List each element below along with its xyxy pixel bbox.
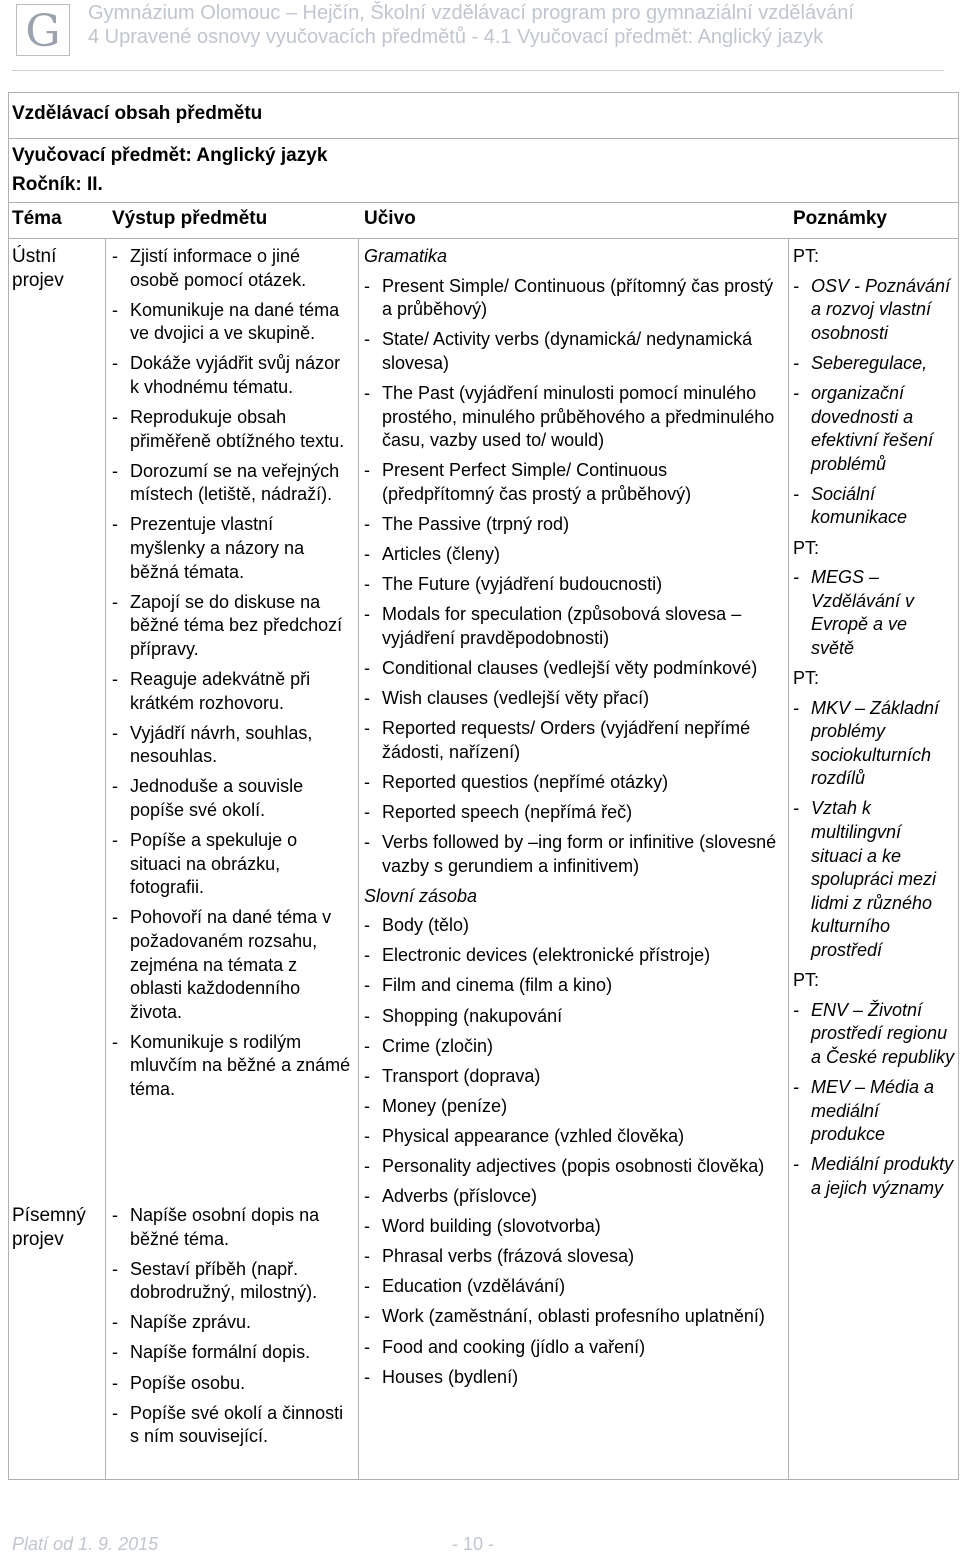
pt-label: PT:	[793, 668, 820, 688]
poznamka-item: - MEV – Média a mediální produkce	[793, 1076, 955, 1147]
poznamka-item: - MEGS – Vzdělávání v Evropě a ve světě	[793, 566, 955, 660]
slovni-zasoba-list	[364, 914, 784, 1389]
tema-ustni: Ústní projev	[12, 246, 64, 291]
pt-label: PT:	[793, 970, 820, 991]
poznamka-item: - ENV – Životní prostředí regionu a České republiky	[793, 999, 955, 1070]
zasoba-item: - Transport (doprava)	[364, 1065, 784, 1089]
pt-label: PT:	[793, 537, 820, 558]
vystup-item: - Komunikuje na dané téma ve dvojici a ve skupině.	[112, 299, 352, 346]
valid-from-text: Platí od 1. 9. 2015	[12, 1534, 159, 1554]
gramatika-item: - Present Simple/ Continuous (přítomný čas prostý a průběhový)	[364, 275, 784, 322]
gramatika-item: - Modals for speculation (způsobová slovesa – vyjádření pravděpodobnosti)	[364, 603, 784, 650]
logo-g-icon	[18, 6, 68, 54]
vystup-ustni	[112, 245, 352, 1108]
gramatika-item: - Reported questios (nepřímé otázky)	[364, 771, 784, 795]
column-separator	[105, 238, 106, 1480]
gramatika-item: - The Past (vyjádření minulosti pomocí minulého prostého, minulého průběhového a předminulého času, vazby used to/ would)	[364, 382, 784, 453]
gramatika-item: - Reported speech (nepřímá řeč)	[364, 801, 784, 825]
col-header-poznamky: Poznámky	[793, 208, 887, 229]
vystup-item: - Dorozumí se na veřejných místech (letiště, nádraží).	[112, 460, 352, 507]
zasoba-item: - Food and cooking (jídlo a vaření)	[364, 1336, 784, 1360]
gramatika-item: - State/ Activity verbs (dynamická/ nedynamická slovesa)	[364, 328, 784, 375]
gramatika-item: - The Future (vyjádření budoucnosti)	[364, 573, 784, 597]
gramatika-item: - Conditional clauses (vedlejší věty podmínkové)	[364, 657, 784, 681]
col-header-vystup: Výstup předmětu	[112, 208, 268, 229]
zasoba-item: - Houses (bydlení)	[364, 1366, 784, 1390]
divider	[8, 202, 959, 203]
vystup-item: - Komunikuje s rodilým mluvčím na běžné a známé téma.	[112, 1031, 352, 1102]
vystup-item: - Reaguje adekvátně při krátkém rozhovoru.	[112, 668, 352, 715]
gramatika-heading: Gramatika	[364, 246, 448, 266]
column-separator	[358, 238, 359, 1480]
svg-text:G: G	[25, 6, 61, 54]
zasoba-item: - Money (peníze)	[364, 1095, 784, 1119]
subject-title: Vyučovací předmět: Anglický jazyk	[12, 145, 328, 166]
school-logo	[16, 4, 70, 56]
vystup-item: - Popíše osobu.	[112, 1372, 352, 1396]
column-separator	[788, 238, 789, 1480]
vystup-item: - Jednoduše a souvisle popíše své okolí.	[112, 775, 352, 822]
gramatika-list	[364, 275, 784, 879]
vystup-item: - Pohovoří na dané téma v požadovaném rozsahu, zejména na témata z oblasti každodenního života.	[112, 906, 352, 1024]
zasoba-item: - Crime (zločin)	[364, 1035, 784, 1059]
gramatika-item: - Wish clauses (vedlejší věty přací)	[364, 687, 784, 711]
vystup-item: - Prezentuje vlastní myšlenky a názory na běžná témata.	[112, 513, 352, 584]
gramatika-item: - Verbs followed by –ing form or infinitive (slovesné vazby s gerundiem a infinitivem)	[364, 831, 784, 878]
vystup-item: - Vyjádří návrh, souhlas, nesouhlas.	[112, 722, 352, 769]
col-header-ucivo: Učivo	[364, 208, 416, 229]
divider	[8, 238, 959, 239]
zasoba-item: - Film and cinema (film a kino)	[364, 974, 784, 998]
poznamka-item: - Mediální produkty a jejich významy	[793, 1153, 955, 1200]
poznamky-cell	[793, 245, 955, 1207]
section-title: Vzdělávací obsah předmětu	[12, 103, 263, 124]
gramatika-item: - Articles (členy)	[364, 543, 784, 567]
poznamka-item: - Sociální komunikace	[793, 483, 955, 530]
zasoba-item: - Electronic devices (elektronické přístroje)	[364, 944, 784, 968]
vystup-item: - Zapojí se do diskuse na běžné téma bez předchozí přípravy.	[112, 591, 352, 662]
tema-pisemny: Písemný projev	[12, 1205, 86, 1250]
pt-label: PT:	[793, 246, 820, 266]
poznamka-item: - OSV - Poznávání a rozvoj vlastní osobnosti	[793, 275, 955, 346]
vystup-item: - Napíše formální dopis.	[112, 1341, 352, 1365]
vystup-item: - Dokáže vyjádřit svůj názor k vhodnému tématu.	[112, 352, 352, 399]
header-line-2: 4 Upravené osnovy vyučovacích předmětů - 4.1 Vyučovací předmět: Anglický jazyk	[88, 26, 824, 48]
vystup-item: - Popíše a spekuluje o situaci na obrázku, fotografii.	[112, 829, 352, 900]
gramatika-item: - Present Perfect Simple/ Continuous (předpřítomný čas prostý a průběhový)	[364, 459, 784, 506]
zasoba-item: - Shopping (nakupování	[364, 1005, 784, 1029]
gramatika-item: - Reported requests/ Orders (vyjádření nepřímé žádosti, nařízení)	[364, 717, 784, 764]
vystup-item: - Zjistí informace o jiné osobě pomocí otázek.	[112, 245, 352, 292]
zasoba-item: - Education (vzdělávání)	[364, 1275, 784, 1299]
vystup-item: - Popíše své okolí a činnosti s ním související.	[112, 1402, 352, 1449]
slovni-zasoba-heading: Slovní zásoba	[364, 885, 478, 906]
zasoba-item: - Adverbs (příslovce)	[364, 1185, 784, 1209]
vystup-item: - Sestaví příběh (např. dobrodružný, milostný).	[112, 1258, 352, 1305]
page-number: - 10 -	[452, 1534, 495, 1554]
header-line-1: Gymnázium Olomouc – Hejčín, Školní vzdělávací program pro gymnaziální vzdělávání	[88, 2, 854, 24]
vystup-item: - Reprodukuje obsah přiměřeně obtížného textu.	[112, 406, 352, 453]
header-divider	[12, 70, 944, 71]
zasoba-item: - Body (tělo)	[364, 914, 784, 938]
ucivo-cell	[364, 245, 784, 1396]
vystup-item: - Napíše osobní dopis na běžné téma.	[112, 1204, 352, 1251]
poznamka-item: - MKV – Základní problémy sociokulturních rozdílů	[793, 697, 955, 791]
divider	[8, 138, 959, 139]
zasoba-item: - Personality adjectives (popis osobnosti člověka)	[364, 1155, 784, 1179]
zasoba-item: - Physical appearance (vzhled člověka)	[364, 1125, 784, 1149]
vystup-item: - Napíše zprávu.	[112, 1311, 352, 1335]
col-header-tema: Téma	[12, 208, 62, 229]
zasoba-item: - Phrasal verbs (frázová slovesa)	[364, 1245, 784, 1269]
poznamka-item: - organizační dovednosti a efektivní řešení problémů	[793, 382, 955, 476]
poznamka-item: - Vztah k multilingvní situaci a ke spolupráci mezi lidmi z různého kulturního prostředí	[793, 797, 955, 962]
vystup-pisemny	[112, 1204, 352, 1455]
year-title: Ročník: II.	[12, 174, 103, 195]
gramatika-item: - The Passive (trpný rod)	[364, 513, 784, 537]
zasoba-item: - Work (zaměstnání, oblasti profesního uplatnění)	[364, 1305, 784, 1329]
poznamka-item: - Seberegulace,	[793, 352, 955, 376]
zasoba-item: - Word building (slovotvorba)	[364, 1215, 784, 1239]
